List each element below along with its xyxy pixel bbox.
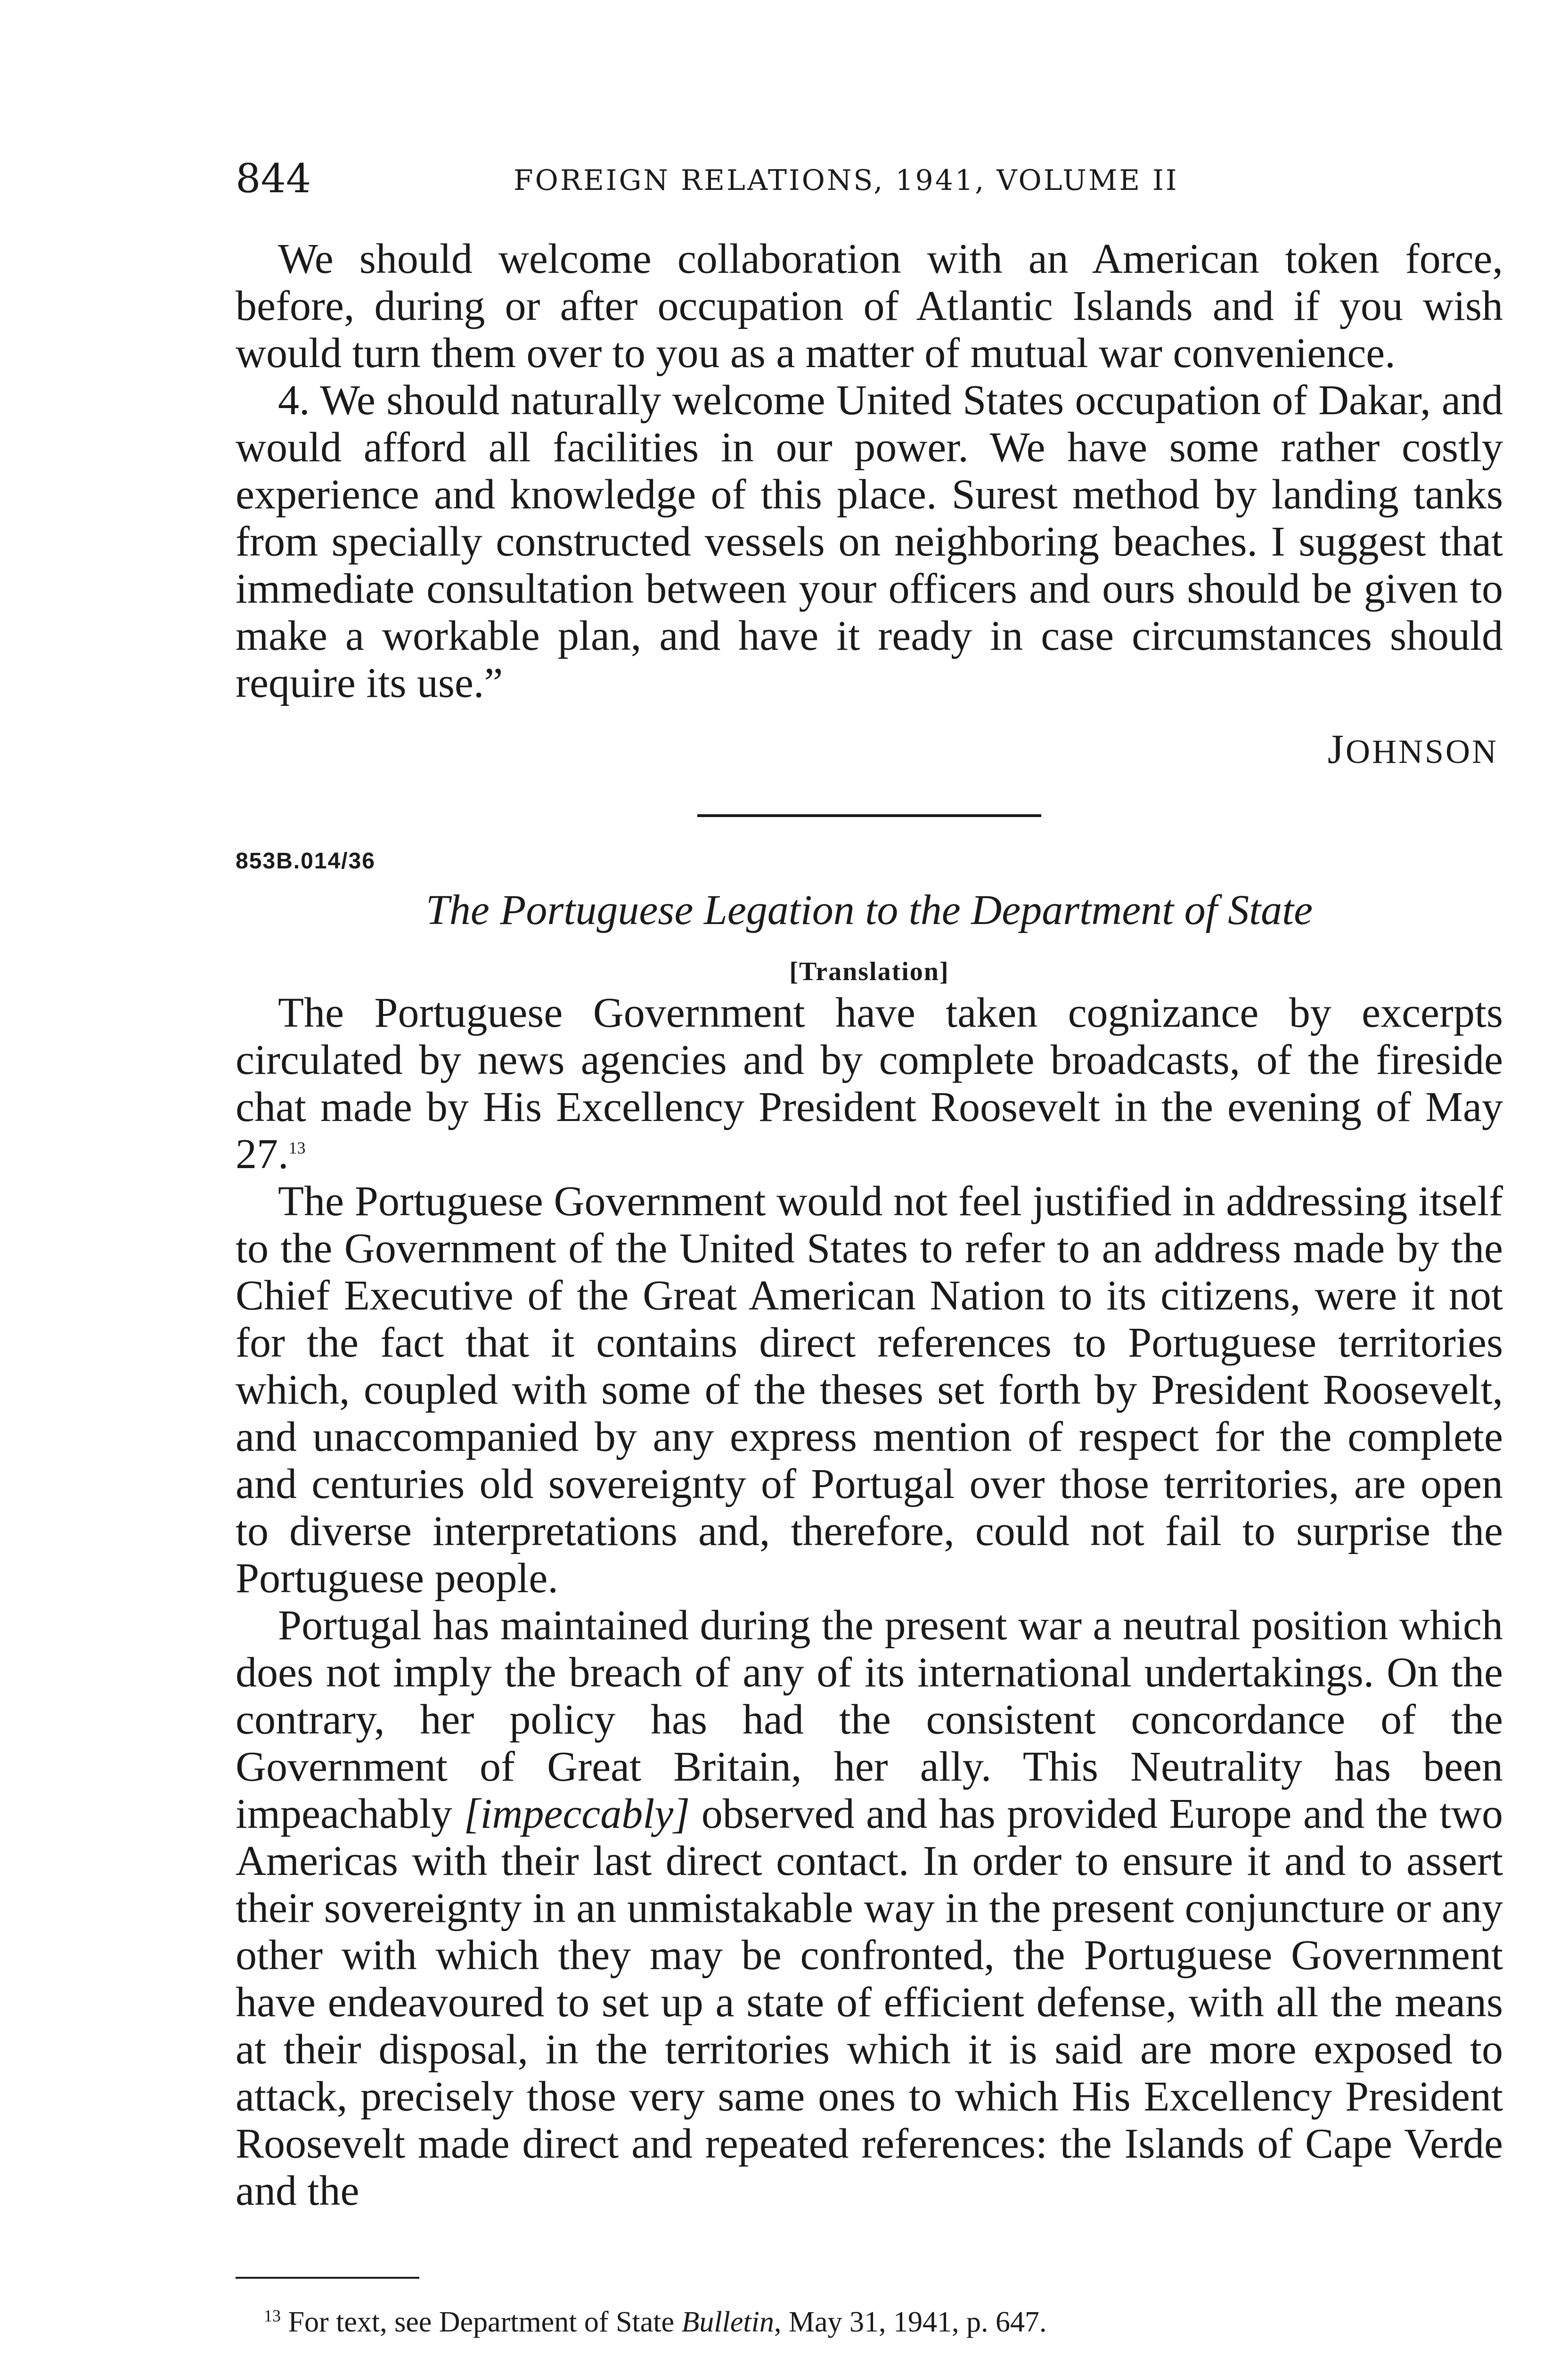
- paragraph-text: observed and has provided Europe and the two Americas with their last direct contact. In order to ensure it and to assert their sovereignty in an unmistakable way in the present conjuncture or any other with which they may be confronted, the Portuguese Government have endeavoured to set up a state of efficient defense, with all the means at their disposal, in the territories which it is said are more exposed to attack, precisely those very same ones to which His Excellency President Roosevelt made direct and repeated references: the Islands of Cape Verde and the: [236, 1791, 1503, 2214]
- continued-telegram-text: [236, 236, 1503, 707]
- footnote-reference: 13: [288, 1138, 306, 1157]
- paragraph: 4. We should naturally welcome United States occupation of Dakar, and would afford all facilities in our power. We have some rather costly experience and knowledge of this place. Surest method by landing tanks from specially constructed vessels on neighboring beaches. I suggest that immediate consultation between your officers and ours should be given to make a workable plan, and have it ready in case circumstances should require its use.”: [236, 377, 1503, 706]
- paragraph: [236, 1602, 1503, 2215]
- footnote: [264, 2303, 1489, 2341]
- editorial-correction: [impeccably]: [464, 1791, 690, 1837]
- signature-rest: OHNSON: [1345, 733, 1498, 770]
- publication-title: Bulletin: [681, 2306, 774, 2338]
- footnote-text: , May 31, 1941, p. 647.: [774, 2306, 1047, 2338]
- document-title: The Portuguese Legation to the Department of State: [425, 887, 1313, 933]
- page-header: [236, 155, 1508, 212]
- file-reference: 853B.014/36: [236, 849, 376, 874]
- footnote-marker: 13: [264, 2306, 281, 2325]
- footnote-divider: [236, 2277, 419, 2279]
- paragraph: [236, 990, 1503, 1178]
- signature: [1178, 726, 1498, 773]
- paragraph-text: The Portuguese Government have taken cognizance by excerpts circulated by news agencies and by complete broadcasts, of the fireside chat made by His Excellency President Roosevelt in the evening of May 27.: [236, 990, 1503, 1178]
- paragraph: The Portuguese Government would not feel justified in addressing itself to the Government of the United States to refer to an address made by the Chief Executive of the Great American Nation to its citizens, were it not for the fact that it contains direct references to Portuguese territories which, coupled with some of the theses set forth by President Roosevelt, and unaccompanied by any express mention of respect for the complete and centuries old sovereignty of Portugal over those territories, are open to diverse interpretations and, therefore, could not fail to surprise the Portuguese people.: [236, 1178, 1503, 1602]
- paragraph: We should welcome collaboration with an American token force, before, during or after occupation of Atlantic Islands and if you wish would turn them over to you as a matter of mutual war convenience.: [236, 236, 1503, 376]
- running-head: FOREIGN RELATIONS, 1941, VOLUME II: [514, 164, 1179, 197]
- section-divider: [697, 814, 1041, 817]
- translation-note: [Translation]: [789, 957, 949, 986]
- note-body: [236, 990, 1503, 2215]
- signature-initial: J: [1327, 727, 1346, 772]
- page-number: 844: [236, 155, 311, 202]
- footnote-text: For text, see Department of State: [288, 2306, 682, 2338]
- paragraph-text: Portugal has maintained during the present war a neutral position which does not imply the breach of any of its international undertakings. On the contrary, her policy has had the consistent concordance of the Government of Great Britain, her ally. This Neutrality has been impeachably: [236, 1602, 1503, 1837]
